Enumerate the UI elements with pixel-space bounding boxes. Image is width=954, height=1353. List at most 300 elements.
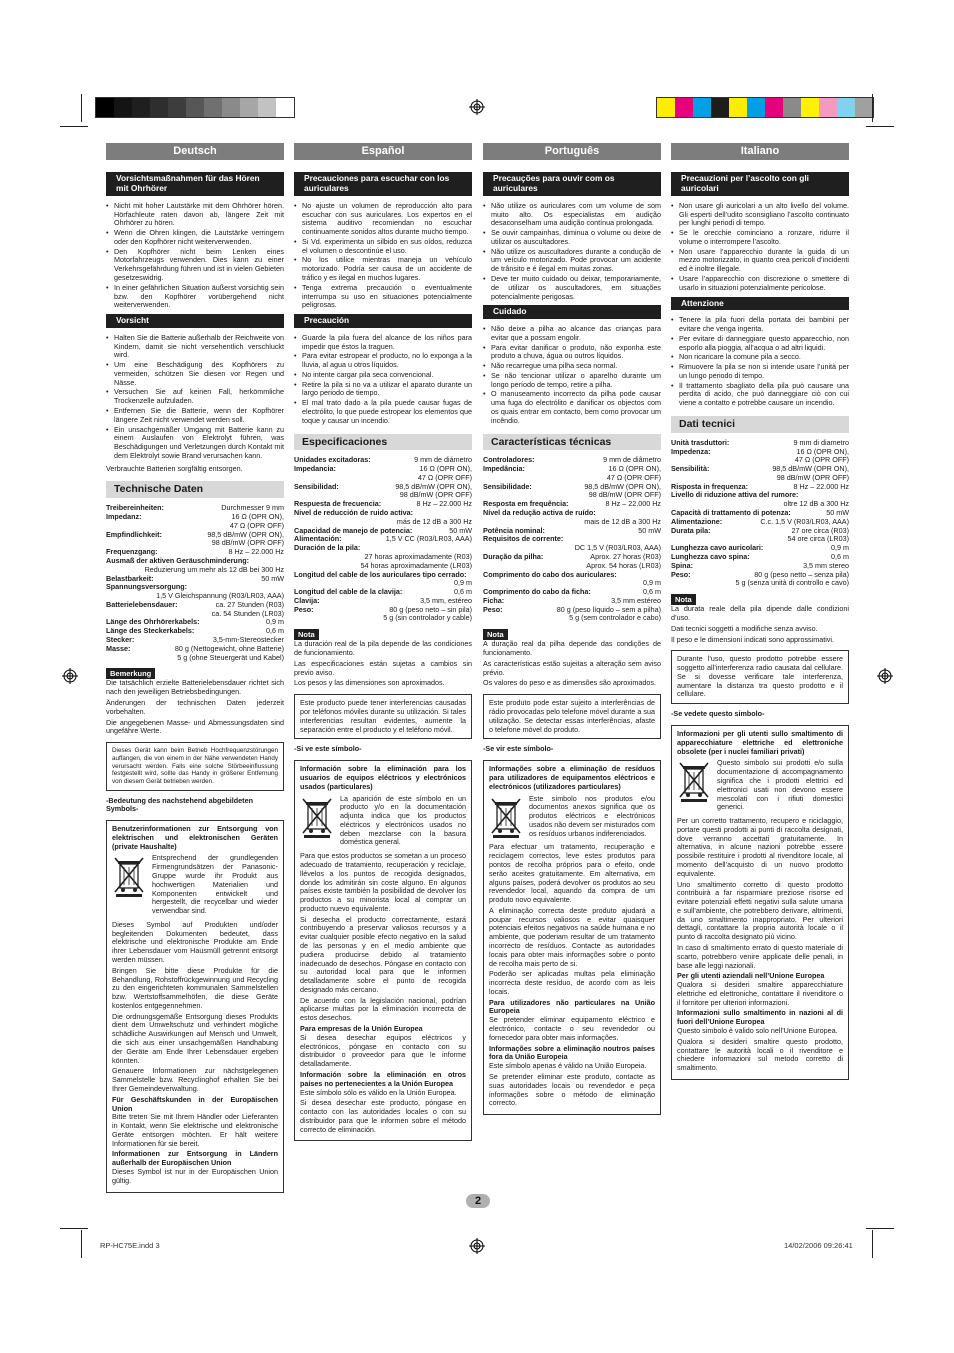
paragraph: Si desecha el producto correctamente, estará contribuyendo a preservar valiosos recursos y a evitar cualquier posible efecto negativo en la salud de las personas y en el medio ambiente que pudiera producirse debido al tratamiento inadecuado de desechos. Póngase en contacto con su autoridad local para que le informen detalladamente sobre el punto de recogida designado más cercano.	[300, 914, 466, 994]
symbol-caption: -Se vedete questo simbolo-	[671, 709, 765, 719]
bullet-item: • Il trattamento sbagliato della pila può causare una perdita di acido, che può danneggiare ciò con cui viene a contatto e potrebbe causare un incendio.	[671, 382, 849, 408]
spec-key: Capacidad de manejo de potencia:	[294, 525, 413, 535]
spec-value: 47 Ω (OPR OFF)	[417, 472, 472, 482]
spec-value: 3,5-mm-Stereostecker	[212, 634, 284, 644]
spec-key: Masse:	[106, 643, 131, 653]
spec-value: mais de 12 dB a 300 Hz	[584, 516, 661, 526]
interference-box: Dieses Gerät kann beim Betrieb Hochfrequenzstörungen auffangen, die von einem in der Nähe verwendeten Handy verursacht werden. Falls eine solche Störbeeinflussung festgestellt wird, sollte das Handy in größerer Entfernung von diesem Gerät betrieben werden.	[106, 742, 284, 790]
spec-key: Unità trasduttori:	[671, 437, 730, 447]
bullet-item: • Deve ter muito cuidado ou deixar, temporariamente, de utilizar os auscultadores, em situações potencialmente perigosas.	[483, 275, 661, 301]
spec-value: 80 g (peso neto – sin pila)	[389, 604, 472, 614]
color-swatch	[693, 98, 711, 117]
paragraph: As características estão sujeitas a alteração sem aviso prévio.	[483, 658, 661, 677]
paragraph: Die ordnungsgemäße Entsorgung dieses Produkts dient dem Umweltschutz und verhindert mögliche schädliche Auswirkungen auf Mensch und Umwelt, die sich aus einer unsachgemäßen Handhabung der Geräte am Ende Ihrer Lebensdauer ergeben könnten.	[112, 1011, 278, 1065]
spec-key: Frequenzgang:	[106, 547, 158, 557]
spec-key: Länge des Ohrhörerkabels:	[106, 617, 200, 627]
color-swatch	[711, 98, 729, 117]
spec-value: 0,6 m	[266, 626, 284, 636]
paragraph: Dieses Symbol auf Produkten und/oder begleitenden Dokumenten bedeutet, dass elektrische und elektronische Produkte am Ende ihrer Lebensdauer vom Hausmüll getrennt entsorgt werden müssen.	[112, 919, 278, 965]
spec-value: 98,5 dB/mW (OPR ON),	[584, 481, 661, 491]
paragraph: A eliminação correcta deste produto ajudará a poupar recursos valiosos e evitar quaisquer potenciais efeitos negativos na saúde humana e no ambiente, que poderiam resultar de um tratamento incorrecto de resíduos. Contacte as autoridades locais para obter mais informações sobre o ponto de recolha mais perto de si.	[489, 905, 655, 968]
paragraph: Las especificaciones están sujetas a cambios sin previo aviso.	[294, 658, 472, 677]
column-espanol	[294, 143, 472, 1147]
spec-value: 98 dB/mW (OPR OFF)	[399, 490, 472, 500]
business-title: Für Geschäftskunden in der Europäischen Union	[112, 1094, 278, 1113]
paragraph: In caso di smaltimento errato di questo materiale di scarto, potrebbero venire applicate delle penali, in base alle leggi nazionali.	[677, 943, 843, 970]
spec-key: Longitud del cable de los auriculares tipo cerrado:	[294, 569, 467, 579]
color-swatch	[186, 98, 204, 117]
color-swatch	[855, 98, 873, 117]
disposal-box	[106, 820, 284, 1192]
spec-key: Durata pila:	[671, 525, 711, 535]
note-label: Nota	[483, 629, 508, 640]
spec-key: Duração da pilha:	[483, 551, 544, 561]
spec-value: 9 mm de diâmetro	[603, 455, 661, 465]
spec-key: Peso:	[294, 604, 314, 614]
spec-key: Resposta em frequência:	[483, 499, 569, 509]
spec-key: Alimentazione:	[671, 516, 723, 526]
outside-eu-text: Este símbolo apenas é válido na União Europeia.	[489, 1061, 647, 1071]
spec-value: 0,9 m	[643, 578, 661, 588]
bullet-list	[106, 202, 284, 310]
interference-box: Este produto pode estar sujeito a interferências de rádio provocadas pelo telefone móvel durante a sua utilização. Se detectar essas interferências, afaste o telefone móvel do produto.	[483, 694, 661, 739]
spec-value: 8 Hz – 22.000 Hz	[793, 481, 849, 491]
paragraph: Uno smaltimento corretto di questo prodotto contribuirà a far risparmiare preziose risorse ed evitare potenziali effetti negativi sulla salute umana e sull’ambiente, che potrebbero derivare, altrimenti, da uno smaltimento inappropriato. Per ulteriori dettagli, contattare la propria autorità locale o il punto di raccolta designato più vicino.	[677, 879, 843, 942]
interference-box: Este producto puede tener interferencias causadas por teléfonos móviles durante su utilización. Si tales interferencias resultan evidentes, aumente la separación entre el producto y el teléfono móvil.	[294, 694, 472, 739]
disposal-symbol-row	[489, 795, 655, 841]
color-swatch	[276, 98, 294, 117]
spec-value: 27 ore circa (R03)	[791, 525, 849, 535]
color-swatch	[675, 98, 693, 117]
spec-key: Alimentación:	[294, 534, 342, 544]
spec-value: 50 mW	[826, 508, 849, 518]
language-header: Español	[294, 143, 472, 160]
bullet-item: • Nicht mit hoher Lautstärke mit dem Ohrhörer hören. Hörfachleute raten davon ab, längere Zeit mit Ohrhörer zu hören.	[106, 202, 284, 228]
outside-eu-text-2: Se pretender eliminar este produto, contacte as suas autoridades locais ou revendedor e peça informações sobre o método de eliminação correcto.	[489, 1071, 655, 1108]
color-swatch	[747, 98, 765, 117]
note-label: Nota	[294, 629, 319, 640]
bullet-item: • Entfernen Sie die Batterie, wenn der Kopfhörer längere Zeit nicht verwendet werden soll.	[106, 407, 284, 425]
spec-key: Empfindlichkeit:	[106, 529, 162, 539]
bullet-item: • Não utilize os auscultadores durante a condução de um veículo motorizado. Pode provocar um acidente de trânsito e é ilegal em muitas zonas.	[483, 248, 661, 274]
spec-key: Peso:	[671, 569, 691, 579]
outside-eu-title: Informações sobre a eliminação noutros países fora da União Europeia	[489, 1043, 655, 1062]
paragraph: La durata reale della pila dipende dalle condizioni d’uso.	[671, 604, 849, 622]
symbol-caption: -Se vir este símbolo-	[483, 744, 554, 754]
section-heading: Especificaciones	[294, 434, 472, 451]
disposal-title: Benutzerinformationen zur Entsorgung von elektrischen und elektronischen Geräten (private Haushalte)	[112, 824, 278, 851]
color-swatch	[657, 98, 675, 117]
registration-mark-icon	[469, 99, 485, 115]
spec-value: 47 Ω (OPR OFF)	[606, 472, 661, 482]
spec-value: C.c. 1,5 V (R03/LR03, AAA)	[760, 516, 849, 526]
paragraph: Bringen Sie bitte diese Produkte für die Behandlung, Rohstoffrückgewinnung und Recycling zu den eingerichteten kommunalen Sammelstellen bzw. Wertstoffsammelhöfen, die diese Geräte kostenlos entgegennehmen.	[112, 965, 278, 1010]
spec-value: 1,5 V CC (R03/LR03, AAA)	[385, 534, 472, 544]
spec-row	[106, 654, 284, 663]
bullet-item: • Usare l’apparecchio con discrezione o smettere di usarlo in situazioni potenzialmente pericolose.	[671, 275, 849, 293]
outside-eu-text-2: Si desea desechar este producto, póngase en contacto con las autoridades locales o con su distribuidor para que le informen sobre el método correcto de eliminación.	[300, 1098, 466, 1134]
section-heading: Dati tecnici	[671, 416, 849, 433]
section-heading: Vorsicht	[106, 314, 284, 328]
spec-key: Lunghezza cavo auricolari:	[671, 543, 764, 553]
outside-eu-title: Información sobre la eliminación en otros países no pertenecientes a la Unión Europea	[300, 1069, 466, 1088]
spec-value: 98 dB/mW (OPR OFF)	[588, 490, 661, 500]
spec-value: 80 g (peso netto – senza pila)	[754, 569, 849, 579]
disposal-symbol-text: Questo simbolo sui prodotti e/o sulla documentazione di accompagnamento significa che i prodotti elettrici ed elettronici usati non devono essere mescolati con i rifiuti domestici generici.	[717, 758, 843, 812]
spec-value: 54 ore circa (LR03)	[787, 534, 849, 544]
color-swatch	[240, 98, 258, 117]
bullet-item: • Den Kopfhörer nicht beim Lenken eines Motorfahrzeugs verwenden. Dies kann zu einer Verkehrsgefährdung führen und ist in vielen Gebieten gesetzeswidrig.	[106, 248, 284, 283]
crossed-bin-icon	[489, 795, 523, 839]
spec-value: Durchmesser 9 mm	[221, 503, 284, 513]
color-swatch	[729, 98, 747, 117]
disposal-title: Informações sobre a eliminação de resíduos para utilizadores de equipamentos eléctricos e electrónicos (utilizadores particulares)	[489, 764, 655, 791]
spec-key: Belastbarkeit:	[106, 573, 154, 583]
disposal-paragraphs	[112, 921, 278, 1094]
crop-mark	[866, 1228, 894, 1229]
spec-key: Batterielebensdauer:	[106, 599, 178, 609]
crop-mark	[81, 94, 82, 122]
spec-value: DC 1,5 V (R03/LR03, AAA)	[574, 543, 661, 553]
bullet-list	[671, 316, 849, 408]
bullet-item: • Se não tencionar utilizar o aparelho durante um longo período de tempo, retire a pilha.	[483, 372, 661, 390]
spec-key: Treibereinheiten:	[106, 503, 164, 513]
outside-eu-text-2: Qualora si desideri smaltire questo prodotto, contattare le autorità locali o il rivenditore e chiedere informazioni sul metodo corretto di smaltimento.	[677, 1036, 843, 1073]
note-list	[294, 640, 472, 688]
spec-value: oltre 12 dB a 300 Hz	[783, 499, 849, 509]
disposal-symbol-row	[112, 854, 278, 917]
outside-eu-text: Questo simbolo è valido solo nell’Unione Europea.	[677, 1026, 838, 1036]
spec-value: 80 g (Nettogewicht, ohne Batterie)	[174, 643, 284, 653]
spec-value: 50 mW	[261, 573, 284, 583]
color-swatch	[150, 98, 168, 117]
spec-key: Capacità di trattamento di potenza:	[671, 508, 791, 518]
spec-value: 0,6 m	[831, 551, 849, 561]
section-heading: Precauzioni per l’ascolto con gli auricolari	[671, 172, 849, 195]
bullet-item: • Wenn die Ohren klingen, die Lautstärke verringern oder den Kopfhörer nicht weiterverwenden.	[106, 229, 284, 247]
paragraph: Per un corretto trattamento, recupero e riciclaggio, portare questi prodotti ai punti di raccolta designati, dove verranno accettati gratuitamente. In alternativa, in alcune nazioni potrebbe essere possibile restituire i prodotti al rivenditore locale, al momento dell’acquisto di un nuovo prodotto equivalente.	[677, 816, 843, 878]
spec-key: Ausmaß der aktiven Geräuschminderung:	[106, 555, 249, 565]
spec-value: 16 Ω (OPR ON),	[231, 512, 284, 522]
bullet-item: • Se ouvir campainhas, diminua o volume ou deixe de utilizar os auscultadores.	[483, 229, 661, 247]
spec-value: 5 g (senza unità di controllo e cavo)	[735, 578, 849, 588]
outside-eu-text: Este símbolo sólo es válido en la Unión Europea.	[300, 1087, 457, 1097]
color-swatch	[258, 98, 276, 117]
crop-mark	[81, 1230, 82, 1258]
spec-value: 0,9 m	[266, 617, 284, 627]
section-heading: Precauciones para escuchar con los auriculares	[294, 172, 472, 195]
spec-key: Nivel de reducción de ruido activa:	[294, 508, 414, 518]
bullet-item: • Versuchen Sie auf keinen Fall, herkömmliche Trockenzelle aufzuladen.	[106, 388, 284, 406]
bullet-item: • Tenga extrema precaución o eventualmente interrumpa su uso en situaciones potencialmente peligrosas.	[294, 284, 472, 310]
spec-key: Impedância:	[483, 464, 525, 474]
bullet-item: • Tenere la pila fuori della portata dei bambini per evitare che venga ingerita.	[671, 316, 849, 334]
grayscale-bar	[95, 97, 295, 118]
paragraph: Die angegebenen Masse- und Abmessungsdaten sind ungefähre Werte.	[106, 717, 284, 736]
bullet-item: • Guarde la pila fuera del alcance de los niños para impedir que éstos la traguen.	[294, 334, 472, 352]
bullet-item: • Per evitare di danneggiare questo apparecchio, non esporlo alla pioggia, all’acqua o ad altri liquidi.	[671, 335, 849, 353]
paragraph: Os valores do peso e as dimensões são aproximados.	[483, 678, 656, 688]
crop-mark	[60, 1228, 88, 1229]
business-text: Se pretender eliminar equipamento eléctrico e electrónico, contacte o seu revendedor ou fornecedor para obter mais informações.	[489, 1015, 655, 1042]
color-swatch	[204, 98, 222, 117]
paragraph: Änderungen der technischen Daten jederzeit vorbehalten.	[106, 698, 284, 716]
spec-value: 3,5 mm stereo	[803, 560, 849, 570]
spec-key: Potência nominal:	[483, 525, 545, 535]
spec-key: Requisitos de corrente:	[483, 534, 564, 544]
spec-key: Spannungsversorgung:	[106, 582, 188, 592]
business-title: Para utilizadores não particulares na União Europeia	[489, 997, 655, 1016]
spec-row	[294, 571, 472, 580]
color-swatch	[837, 98, 855, 117]
spec-value: 5 g (sem controlador e cabo)	[569, 613, 661, 623]
disposal-paragraphs	[489, 843, 655, 996]
spec-value: 50 mW	[638, 525, 661, 535]
bullet-item: • Retire la pila si no va a utilizar el aparato durante un largo periodo de tiempo.	[294, 381, 472, 399]
spec-key: Comprimento do cabo dos auriculares:	[483, 569, 617, 579]
spec-value: 98 dB/mW (OPR OFF)	[776, 472, 849, 482]
crossed-bin-icon	[300, 795, 334, 839]
bullet-item: • Non usare l’apparecchio durante la guida di un mezzo motorizzato, in quanto crea pericoli d’incidenti ed è inoltre illegale.	[671, 248, 849, 274]
bullet-item: • Non usare gli auricolari a un alto livello del volume. Gli esperti dell’udito sconsigliano l’ascolto continuato per lunghi periodi di tempo.	[671, 202, 849, 228]
spec-table	[671, 439, 849, 588]
spec-key: Impedenza:	[671, 446, 711, 456]
section-heading: Technische Daten	[106, 481, 284, 498]
disposal-symbol-text: La aparición de este símbolo en un producto y/o en la documentación adjunta indica que los productos eléctricos y electrónicos usados no deben mezclarse con la basura doméstica general.	[340, 793, 466, 847]
bullet-item: • No intente cargar pila seca convencional.	[294, 371, 472, 380]
bullet-list	[483, 202, 661, 302]
crop-mark	[60, 126, 88, 127]
spec-row	[671, 579, 849, 588]
color-swatch	[783, 98, 801, 117]
spec-value: más de 12 dB a 300 Hz	[396, 516, 472, 526]
spec-value: 47 Ω (OPR OFF)	[229, 520, 284, 530]
spec-value: 3,5 mm estéreo	[611, 595, 661, 605]
section-heading: Precauções para ouvir com os auriculares	[483, 172, 661, 195]
spec-key: Controladores:	[483, 455, 535, 465]
bullet-item: • No ajuste un volumen de reproducción alto para escuchar con sus auriculares. Los expertos en el sistema auditivo recomiendan no escuchar continuamente sonidos altos durante mucho tiempo.	[294, 202, 472, 237]
section-heading: Precaución	[294, 314, 472, 328]
spec-value: 16 Ω (OPR ON),	[796, 446, 849, 456]
spec-key: Länge des Steckerkabels:	[106, 626, 195, 636]
spec-value: 1,5 V Gleichspannung (R03/LR03, AAA)	[156, 591, 284, 601]
bullet-item: • Si Vd. experimenta un silbido en sus oídos, reduzca el volumen o descontinúe el uso.	[294, 238, 472, 256]
column-portugues	[483, 143, 661, 1121]
disposal-box	[483, 760, 661, 1115]
interference-box: Durante l’uso, questo prodotto potrebbe essere soggetto all’interferenza radio causata dal cellulare. Se si dovesse verificare tale interferenza, aumentare la distanza tra questo prodotto e il cellulare.	[671, 650, 849, 704]
spec-key: Risposta in frequenza:	[671, 481, 749, 491]
spec-row	[483, 614, 661, 623]
symbol-caption: -Si ve este símbolo-	[294, 744, 362, 754]
bullet-item: • Não deixe a pilha ao alcance das crianças para evitar que a possam engolir.	[483, 325, 661, 343]
paragraph: Die tatsächlich erzielte Batterielebensdauer richtet sich nach den jeweiligen Betriebsbedingungen.	[106, 678, 284, 697]
spec-value: 98,5 dB/mW (OPR ON),	[207, 529, 284, 539]
spec-value: 0,6 m	[643, 587, 661, 597]
crop-mark	[872, 1230, 873, 1258]
business-title: Para empresas de la Unión Europea	[300, 1024, 423, 1034]
footer-file: RP-HC75E.indd 3	[100, 1241, 160, 1250]
spec-value: 3,5 mm, estéreo	[420, 595, 472, 605]
paragraph: A duração real da pilha depende das condições de funcionamento.	[483, 639, 661, 658]
bullet-list	[294, 202, 472, 310]
spec-key: Spina:	[671, 560, 693, 570]
registration-mark-icon	[469, 1238, 485, 1254]
color-swatch	[96, 98, 114, 117]
disposal-symbol-text: Entsprechend der grundlegenden Firmengrundsätzen der Panasonic-Gruppe wurde ihr Produkt aus hochwertigen Materialien und Komponenten entwickelt und hergestellt, die recycelbar und wieder verwendbar sind.	[152, 853, 278, 916]
spec-value: 98 dB/mW (OPR OFF)	[211, 538, 284, 548]
bullet-list	[483, 325, 661, 426]
paragraph: La duración real de la pila depende de las condiciones de funcionamiento.	[294, 639, 472, 658]
bullet-item: • Não utilize os auriculares com um volume de som muito alto. Os especialistas em audição desaconselham uma audição contínua prolongada.	[483, 202, 661, 228]
language-header: Português	[483, 143, 661, 160]
page-number: 2	[466, 1194, 490, 1208]
spec-value: 8 Hz – 22.000 Hz	[416, 499, 472, 509]
color-swatch	[801, 98, 819, 117]
color-swatch	[765, 98, 783, 117]
disposal-box	[294, 760, 472, 1141]
paragraph: De acuerdo con la legislación nacional, podrían aplicarse multas por la eliminación incorrecta de estos desechos.	[300, 995, 466, 1023]
spec-key: Nível da redução activa de ruído:	[483, 508, 596, 518]
spec-value: Reduzierung um mehr als 12 dB bei 300 Hz	[144, 564, 284, 574]
bullet-item: • Não recarregue uma pilha seca normal.	[483, 362, 661, 371]
paragraph: Para efectuar um tratamento, recuperação e reciclagem correctos, leve estes produtos para pontos de recolha próprios para o efeito, onde serão aceites gratuitamente. Em alternativa, em alguns países, poderá devolver os produtos ao seu revendedor local, aquando da compra de um produto novo equivalente.	[489, 842, 655, 905]
spec-value: 16 Ω (OPR ON),	[608, 464, 661, 474]
spec-key: Unidades excitadoras:	[294, 455, 371, 465]
crop-mark	[866, 126, 894, 127]
color-bar	[656, 97, 874, 118]
bullet-list	[294, 334, 472, 426]
disposal-title: Informazioni per gli utenti sullo smaltimento di apparecchiature elettriche ed elettroniche obsolete (per i nuclei familiari privati)	[677, 729, 843, 756]
spec-key: Impedanz:	[106, 512, 142, 522]
bullet-item: • Ein unsachgemäßer Umgang mit Batterie kann zu einem Auslaufen von Elektrolyt führen, was Beschädigungen und Verletzungen durch Kontakt mit dem Elektrolyt sowie Brand verursachen kann.	[106, 426, 284, 461]
paragraph: Il peso e le dimensioni indicati sono approssimativi.	[671, 634, 834, 644]
outside-eu-title: Informationen zur Entsorgung in Ländern außerhalb der Europäischen Union	[112, 1149, 278, 1168]
crop-mark	[872, 94, 873, 122]
spec-value: 5 g (sin controlador y cable)	[383, 613, 472, 623]
disposal-symbol-text: Este símbolo nos produtos e/ou documentos anexos significa que os produtos eléctricos e electrónicos usados não devem ser misturados com os resíduos urbanos indiferenciados.	[529, 793, 655, 838]
registration-mark-icon	[877, 668, 893, 684]
bullet-list	[671, 202, 849, 293]
spec-value: 54 horas aproximadamente (LR03)	[360, 560, 472, 570]
bullet-item: • Non ricaricare la comune pila a secco.	[671, 353, 849, 362]
spec-value: 0,9 m	[454, 578, 472, 588]
outside-eu-title: Informazioni sullo smaltimento in nazioni al di fuori dell’Unione Europea	[677, 1008, 843, 1027]
section-heading: Vorsichtsmaßnahmen für das Hören mit Ohrhörer	[106, 172, 284, 195]
outside-eu-text: Dieses Symbol ist nur in der Europäischen Union gültig.	[112, 1166, 278, 1185]
spec-value: 5 g (ohne Steuergerät und Kabel)	[177, 652, 284, 662]
disposal-title: Información sobre la eliminación para los usuarios de equipos eléctricos y electrónicos usados (particulares)	[300, 764, 466, 791]
spec-table	[294, 456, 472, 623]
footer-timestamp: 14/02/2006 09:26:41	[784, 1241, 853, 1250]
spec-row	[294, 614, 472, 623]
text-line: Verbrauchte Batterien sorgfältig entsorgen.	[106, 463, 243, 473]
bullet-item: • Um eine Beschädigung des Kopfhörers zu vermeiden, schützen Sie diesen vor Regen und Nässe.	[106, 361, 284, 387]
bullet-item: • Para evitar danificar o produto, não exponha este produto a chuva, água ou outros líquidos.	[483, 344, 661, 362]
note-list	[483, 640, 661, 688]
spec-value: 0,9 m	[831, 543, 849, 553]
spec-key: Lunghezza cavo spina:	[671, 551, 750, 561]
disposal-symbol-row	[677, 759, 843, 814]
crossed-bin-icon	[112, 854, 146, 898]
spec-value: 98,5 dB/mW (OPR ON),	[772, 464, 849, 474]
registration-mark-icon	[62, 668, 78, 684]
bullet-item: • O manuseamento incorrecto da pilha pode causar uma fuga do electrólito e danificar os objectos com os quais entrar em contacto, bem como provocar um incêndio.	[483, 390, 661, 425]
language-header: Deutsch	[106, 143, 284, 160]
spec-key: Sensibilidad:	[294, 481, 339, 491]
symbol-caption: -Bedeutung des nachstehend abgebildeten Symbols-	[106, 795, 253, 814]
spec-value: Aprox. 54 horas (LR03)	[586, 560, 661, 570]
bullet-item: • No los utilice mientras maneja un vehículo motorizado. Podría ser causa de un accidente de tráfico y es ilegal en muchos lugares.	[294, 256, 472, 282]
spec-value: 47 Ω (OPR OFF)	[794, 455, 849, 465]
spec-value: 8 Hz – 22.000 Hz	[228, 547, 284, 557]
crossed-bin-icon	[677, 759, 711, 803]
color-swatch	[168, 98, 186, 117]
spec-value: 16 Ω (OPR ON),	[419, 464, 472, 474]
section-heading: Cuidado	[483, 305, 661, 319]
color-swatch	[132, 98, 150, 117]
paragraph: Dati tecnici soggetti a modifiche senza avviso.	[671, 623, 818, 633]
color-swatch	[819, 98, 837, 117]
paragraph: Para que estos productos se sometan a un proceso adecuado de tratamiento, recuperación y reciclaje, llévelos a los puntos de recogida designados, donde los admitirán sin coste alguno. En algunos países existe también la posibilidad de devolver los productos a su minorista local al comprar un producto nuevo equivalente.	[300, 851, 466, 913]
spec-row	[483, 571, 661, 580]
spec-value: 0,6 m	[454, 587, 472, 597]
spec-key: Ficha:	[483, 595, 505, 605]
spec-key: Impedancia:	[294, 464, 336, 474]
spec-key: Longitud del cable de la clavija:	[294, 587, 403, 597]
disposal-paragraphs	[300, 852, 466, 1023]
disposal-symbol-row	[300, 795, 466, 850]
bullet-item: • El mal trato dado a la pila puede causar fugas de electrólito, lo que puede estropear los elementos que toque y causar un incendio.	[294, 399, 472, 425]
section-heading: Características técnicas	[483, 434, 661, 451]
note-list	[671, 605, 849, 644]
spec-table	[106, 504, 284, 662]
disposal-paragraphs	[677, 817, 843, 970]
spec-value: 50 mW	[449, 525, 472, 535]
section-heading: Attenzione	[671, 297, 849, 311]
spec-value: 98,5 dB/mW (OPR ON),	[395, 481, 472, 491]
bullet-item: • Rimuovere la pila se non si intende usare l’unità per un lungo periodo di tempo.	[671, 363, 849, 381]
bullet-item: • Se le orecchie cominciano a ronzare, ridurre il volume o interrompere l’ascolto.	[671, 229, 849, 247]
disposal-box	[671, 725, 849, 1080]
spec-value: 27 horas aproximadamente (R03)	[364, 551, 472, 561]
paragraph: Genauere Informationen zur nächstgelegenen Sammelstelle bzw. Recyclinghof erhalten Sie bei Ihrer Gemeindeverwaltung.	[112, 1066, 278, 1093]
color-swatch	[114, 98, 132, 117]
spec-key: Duración de la pila:	[294, 543, 361, 553]
column-italiano	[671, 143, 849, 1086]
spec-key: Respuesta de frecuencia:	[294, 499, 382, 509]
spec-table	[483, 456, 661, 623]
spec-key: Livello di riduzione attiva del rumore:	[671, 490, 799, 500]
spec-value: 9 mm di diametro	[793, 437, 849, 447]
note-label: Nota	[671, 594, 696, 605]
spec-value: ca. 54 Stunden (LR03)	[211, 608, 284, 618]
spec-value: ca. 27 Stunden (R03)	[215, 599, 284, 609]
spec-key: Comprimento do cabo da ficha:	[483, 587, 591, 597]
paragraph: Poderão ser aplicadas multas pela eliminação incorrecta deste resíduo, de acordo com as leis locais.	[489, 969, 655, 996]
spec-key: Sensibilidade:	[483, 481, 532, 491]
business-title: Per gli utenti aziendali nell’Unione Europea	[677, 971, 825, 981]
spec-value: Aprox. 27 horas (R03)	[590, 551, 661, 561]
spec-key: Sensibilità:	[671, 464, 710, 474]
business-text: Qualora si desideri smaltire apparecchiature elettriche ed elettroniche, contattare il rivenditore o il fornitore per ulteriori informazioni.	[677, 980, 843, 1007]
spec-key: Stecker:	[106, 634, 135, 644]
spec-value: 9 mm de diámetro	[414, 455, 472, 465]
paragraph: Los pesos y las dimensiones son aproximados.	[294, 678, 445, 688]
note-list	[106, 679, 284, 736]
business-text: Si desea desechar equipos eléctricos y electrónicos, póngase en contacto con su distribuidor o proveedor para que le informe detalladamente.	[300, 1032, 466, 1069]
bullet-item: • Halten Sie die Batterie außerhalb der Reichweite von Kindern, damit sie nicht versehentlich verschluckt wird.	[106, 334, 284, 360]
bullet-item: • In einer gefährlichen Situation äußerst vorsichtig sein bzw. den Kopfhörer vorübergehend nicht weiterverwenden.	[106, 284, 284, 310]
